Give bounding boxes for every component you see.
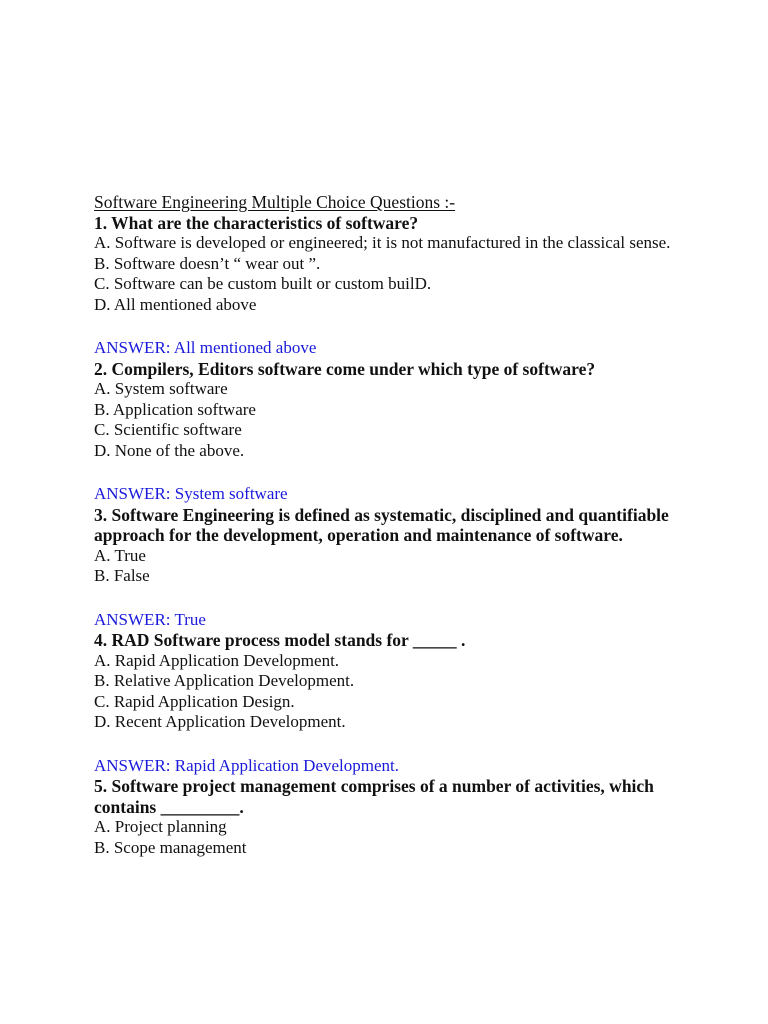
option-a: A. True	[94, 545, 146, 565]
option-a: A. Software is developed or engineered; it is not manufactured in the classical sense.	[94, 233, 671, 252]
question-text: 1. What are the characteristics of software?	[94, 212, 419, 233]
option-d: D. Recent Application Development.	[94, 712, 346, 731]
question-block-5	[94, 776, 674, 858]
answer-text: ANSWER: All mentioned above	[94, 338, 317, 357]
option-a: A. Project planning	[94, 817, 227, 836]
option-c: C. Rapid Application Design.	[94, 691, 295, 711]
question-block-4	[94, 630, 674, 776]
option-d: D. None of the above.	[94, 440, 245, 460]
option-b: B. Relative Application Development.	[94, 671, 355, 690]
question-block-3	[94, 505, 674, 631]
question-text: 3. Software Engineering is defined as systematic, disciplined and quantifiable approach for the development, operation and maintenance of software.	[94, 504, 669, 545]
question-block-1	[94, 213, 674, 359]
option-c: C. Scientific software	[94, 420, 242, 439]
document-body	[94, 192, 674, 858]
answer-text: ANSWER: System software	[94, 484, 288, 503]
answer-text: ANSWER: True	[94, 609, 206, 629]
question-block-2	[94, 359, 674, 505]
option-b: B. False	[94, 566, 150, 585]
document-title: Software Engineering Multiple Choice Questions :-	[94, 192, 456, 212]
option-a: A. Rapid Application Development.	[94, 650, 340, 670]
option-b: B. Software doesn’t “ wear out ”.	[94, 253, 321, 273]
option-d: D. All mentioned above	[94, 294, 257, 314]
answer-text: ANSWER: Rapid Application Development.	[94, 755, 400, 775]
option-b: B. Scope management	[94, 837, 247, 857]
option-b: B. Application software	[94, 399, 256, 419]
option-a: A. System software	[94, 379, 228, 398]
question-text: 5. Software project management comprises of a number of activities, which contains _________.	[94, 776, 654, 817]
option-c: C. Software can be custom built or custom builD.	[94, 274, 432, 293]
question-text: 4. RAD Software process model stands for _____ .	[94, 630, 466, 650]
question-text: 2. Compilers, Editors software come under which type of software?	[94, 358, 596, 379]
